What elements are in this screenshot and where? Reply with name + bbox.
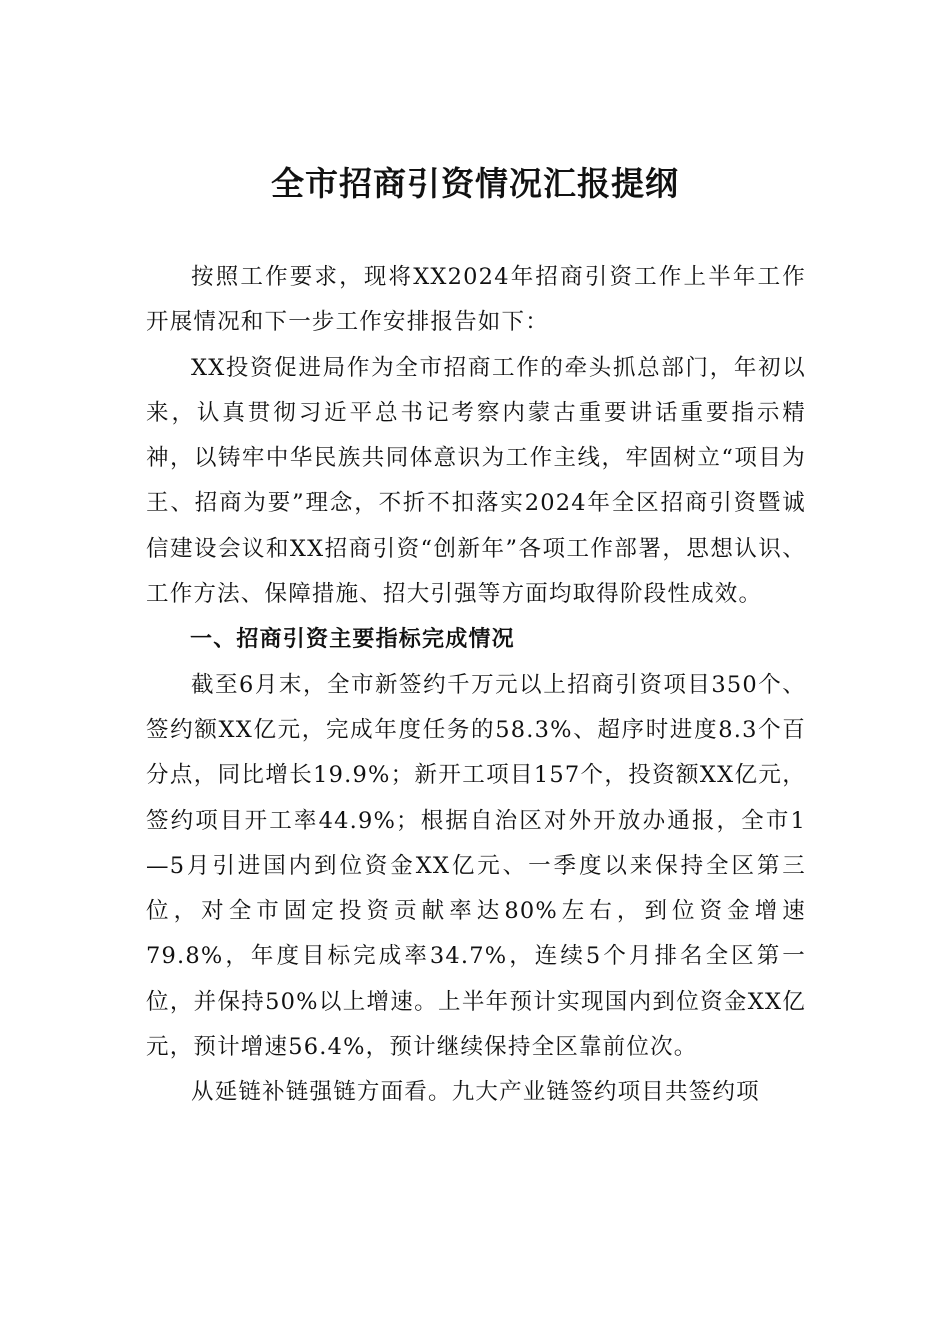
intro-paragraph: 按照工作要求，现将XX2024年招商引资工作上半年工作开展情况和下一步工作安排报告如下： (146, 264, 806, 336)
industry-chain-paragraph: 从延链补链强链方面看。九大产业链签约项目共签约项 (191, 1079, 760, 1106)
document-title: 全市招商引资情况汇报提纲 (271, 164, 679, 203)
overview-paragraph: XX投资促进局作为全市招商工作的牵头抓总部门，年初以来，认真贯彻习近平总书记考察内蒙古重要讲话重要指示精神，以铸牢中华民族共同体意识为工作主线，牢固树立“项目为王、招商为要”理念，不折不扣落实2024年全区招商引资暨诚信建设会议和XX招商引资“创新年”各项工作部署，思想认识、工作方法、保障措施、招大引强等方面均取得阶段性成效。 (146, 354, 806, 608)
indicators-paragraph: 截至6月末，全市新签约千万元以上招商引资项目350个、签约额XX亿元，完成年度任务的58.3%、超序时进度8.3个百分点，同比增长19.9%；新开工项目157个，投资额XX亿元，签约项目开工率44.9%；根据自治区对外开放办通报，全市1—5月引进国内到位资金XX亿元、一季度以来保持全区第三位，对全市固定投资贡献率达80%左右，到位资金增速79.8%，年度目标完成率34.7%，连续5个月排名全区第一位，并保持50%以上增速。上半年预计实现国内到位资金XX亿元，预计增速56.4%，预计继续保持全区靠前位次。 (146, 671, 806, 1061)
section-heading: 一、招商引资主要指标完成情况 (190, 627, 515, 653)
document-body (146, 255, 806, 1116)
